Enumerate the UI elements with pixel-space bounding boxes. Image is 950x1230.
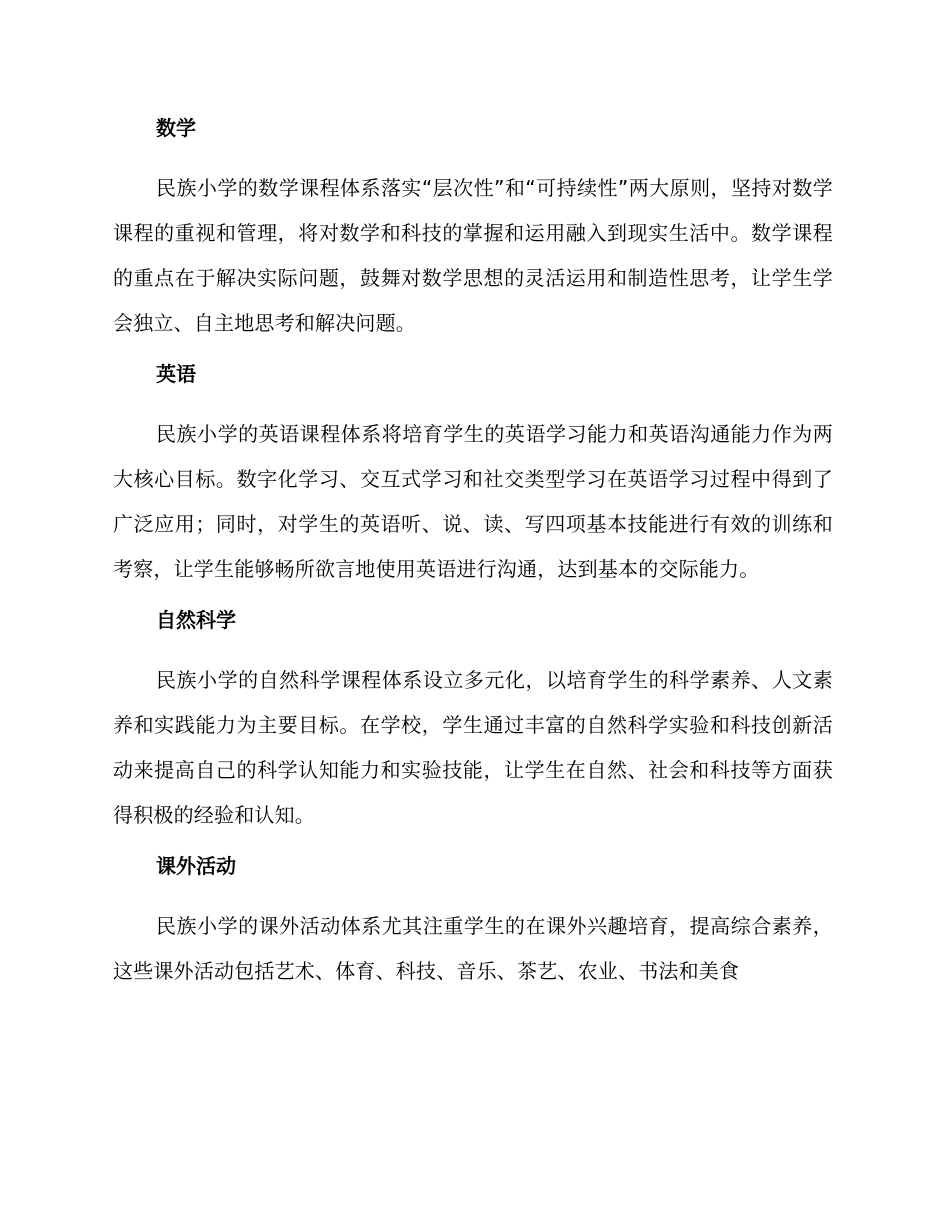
section-paragraph: 民族小学的数学课程体系落实“层次性”和“可持续性”两大原则，坚持对数学课程的重视和管理，将对数学和科技的掌握和运用融入到现实生活中。数学课程的重点在于解决实际问题，鼓舞对数学思想的灵活运用和制造性思考，让学生学会独立、自主地思考和解决问题。 (113, 176, 833, 335)
section-heading: 数学 (156, 116, 196, 140)
section-heading: 课外活动 (156, 854, 236, 878)
document-page (113, 112, 833, 1006)
section-math (113, 112, 833, 346)
section-english (113, 358, 833, 592)
section-paragraph: 民族小学的英语课程体系将培育学生的英语学习能力和英语沟通能力作为两大核心目标。数字化学习、交互式学习和社交类型学习在英语学习过程中得到了广泛应用；同时，对学生的英语听、说、读、写四项基本技能进行有效的训练和考察，让学生能够畅所欲言地使用英语进行沟通，达到基本的交际能力。 (113, 422, 833, 581)
section-heading: 自然科学 (156, 608, 236, 632)
section-paragraph: 民族小学的自然科学课程体系设立多元化，以培育学生的科学素养、人文素养和实践能力为主要目标。在学校，学生通过丰富的自然科学实验和科技创新活动来提高自己的科学认知能力和实验技能，让学生在自然、社会和科技等方面获得积极的经验和认知。 (113, 668, 833, 827)
section-natural-science (113, 604, 833, 838)
section-heading: 英语 (156, 362, 196, 386)
section-paragraph: 民族小学的课外活动体系尤其注重学生的在课外兴趣培育，提高综合素养，这些课外活动包括艺术、体育、科技、音乐、茶艺、农业、书法和美食 (113, 914, 833, 983)
section-extracurricular (113, 850, 833, 994)
